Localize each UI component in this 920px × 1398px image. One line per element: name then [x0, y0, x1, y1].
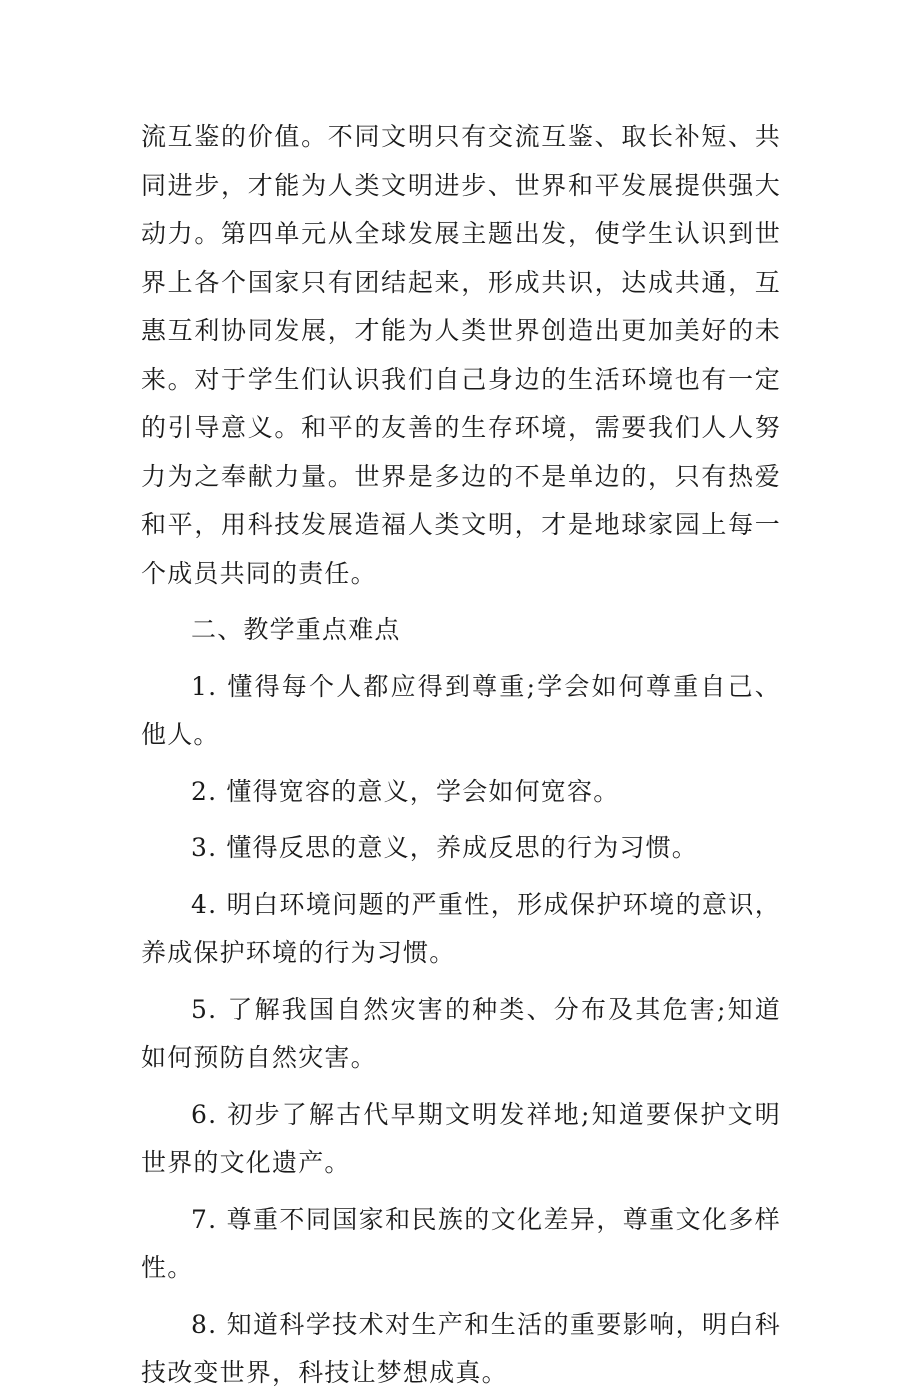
list-item-8: 8. 知道科学技术对生产和生活的重要影响，明白科技改变世界，科技让梦想成真。: [141, 1309, 781, 1387]
list-item-5: 5. 了解我国自然灾害的种类、分布及其危害;知道如何预防自然灾害。: [141, 994, 781, 1072]
list-item-3: 3. 懂得反思的意义，养成反思的行为习惯。: [191, 833, 699, 862]
list-item-2: 2. 懂得宽容的意义，学会如何宽容。: [191, 776, 620, 806]
list-item-1: 1. 懂得每个人都应得到尊重;学会如何尊重自己、他人。: [141, 671, 781, 749]
document-body: [141, 113, 781, 1398]
intro-paragraph: 流互鉴的价值。不同文明只有交流互鉴、取长补短、共同进步，才能为人类文明进步、世界和平发展提供强大动力。第四单元从全球发展主题出发，使学生认识到世界上各个国家只有团结起来，形成共识，达成共通，互惠互利协同发展，才能为人类世界创造出更加美好的未来。对于学生们认识我们自己身边的生活环境也有一定的引导意义。和平的友善的生存环境，需要我们人人努力为之奉献力量。世界是多边的不是单边的，只有热爱和平，用科技发展造福人类文明，才是地球家园上每一个成员共同的责任。: [141, 122, 781, 588]
section-heading: 二、教学重点难点: [191, 615, 401, 644]
list-item-6: 6. 初步了解古代早期文明发祥地;知道要保护文明世界的文化遗产。: [141, 1099, 781, 1177]
list-item-7: 7. 尊重不同国家和民族的文化差异，尊重文化多样性。: [141, 1204, 781, 1282]
list-item-4: 4. 明白环境问题的严重性，形成保护环境的意识，养成保护环境的行为习惯。: [141, 889, 781, 967]
